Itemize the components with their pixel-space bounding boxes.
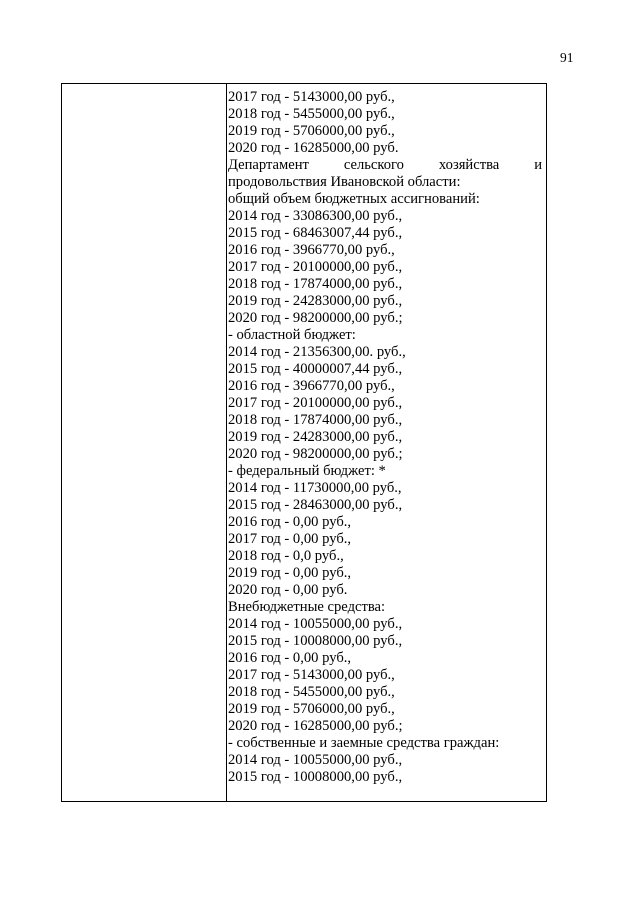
text-line: общий объем бюджетных ассигнований: [228, 191, 480, 207]
text-line: 2017 год - 20100000,00 руб., [228, 395, 403, 411]
text-line: 2019 год - 5706000,00 руб., [228, 123, 395, 139]
text-line: 2016 год - 3966770,00 руб., [228, 378, 395, 394]
text-line: - областной бюджет: [228, 327, 356, 343]
text-line: 2017 год - 5143000,00 руб., [228, 89, 395, 105]
text-line: 2019 год - 5706000,00 руб., [228, 701, 395, 717]
text-line: 2014 год - 33086300,00 руб., [228, 208, 403, 224]
page-number: 91 [560, 50, 574, 65]
column-divider [226, 84, 227, 801]
text-line: Внебюджетные средства: [228, 599, 386, 615]
budget-table [61, 83, 547, 802]
word: Департамент [228, 157, 309, 173]
text-line: 2014 год - 21356300,00. руб., [228, 344, 406, 360]
text-line: 2020 год - 98200000,00 руб.; [228, 310, 403, 326]
text-line: 2018 год - 0,0 руб., [228, 548, 344, 564]
text-line: 2019 год - 24283000,00 руб., [228, 429, 403, 445]
text-line: - федеральный бюджет: * [228, 463, 386, 479]
text-line: 2014 год - 11730000,00 руб., [228, 480, 402, 496]
text-line: 2016 год - 0,00 руб., [228, 650, 352, 666]
text-line: 2014 год - 10055000,00 руб., [228, 752, 403, 768]
text-line: 2016 год - 0,00 руб., [228, 514, 352, 530]
text-line: 2018 год - 17874000,00 руб., [228, 276, 403, 292]
word: сельского [343, 157, 404, 173]
text-line: 2019 год - 24283000,00 руб., [228, 293, 403, 309]
text-line: - собственные и заемные средства граждан: [228, 735, 500, 751]
text-line: 2018 год - 5455000,00 руб., [228, 684, 395, 700]
text-line: 2020 год - 98200000,00 руб.; [228, 446, 403, 462]
text-line: 2017 год - 0,00 руб., [228, 531, 352, 547]
text-line: 2018 год - 17874000,00 руб., [228, 412, 403, 428]
text-line: 2020 год - 16285000,00 руб. [228, 140, 399, 156]
text-line: 2018 год - 5455000,00 руб., [228, 106, 395, 122]
text-line: 2015 год - 10008000,00 руб., [228, 633, 403, 649]
text-line: продовольствия Ивановской области: [228, 174, 461, 190]
text-line: 2015 год - 68463007,44 руб., [228, 225, 403, 241]
word: хозяйства [438, 157, 500, 173]
text-line: 2015 год - 40000007,44 руб., [228, 361, 403, 377]
department-heading-line [228, 157, 542, 174]
text-line: 2015 год - 10008000,00 руб., [228, 769, 403, 785]
text-line: 2016 год - 3966770,00 руб., [228, 242, 395, 258]
text-line: 2020 год - 0,00 руб. [228, 582, 348, 598]
word: и [534, 157, 542, 173]
funding-cell [228, 89, 542, 786]
text-line: 2015 год - 28463000,00 руб., [228, 497, 403, 513]
text-line: 2017 год - 5143000,00 руб., [228, 667, 395, 683]
text-line: 2020 год - 16285000,00 руб.; [228, 718, 403, 734]
text-line: 2014 год - 10055000,00 руб., [228, 616, 403, 632]
text-line: 2017 год - 20100000,00 руб., [228, 259, 403, 275]
text-line: 2019 год - 0,00 руб., [228, 565, 352, 581]
